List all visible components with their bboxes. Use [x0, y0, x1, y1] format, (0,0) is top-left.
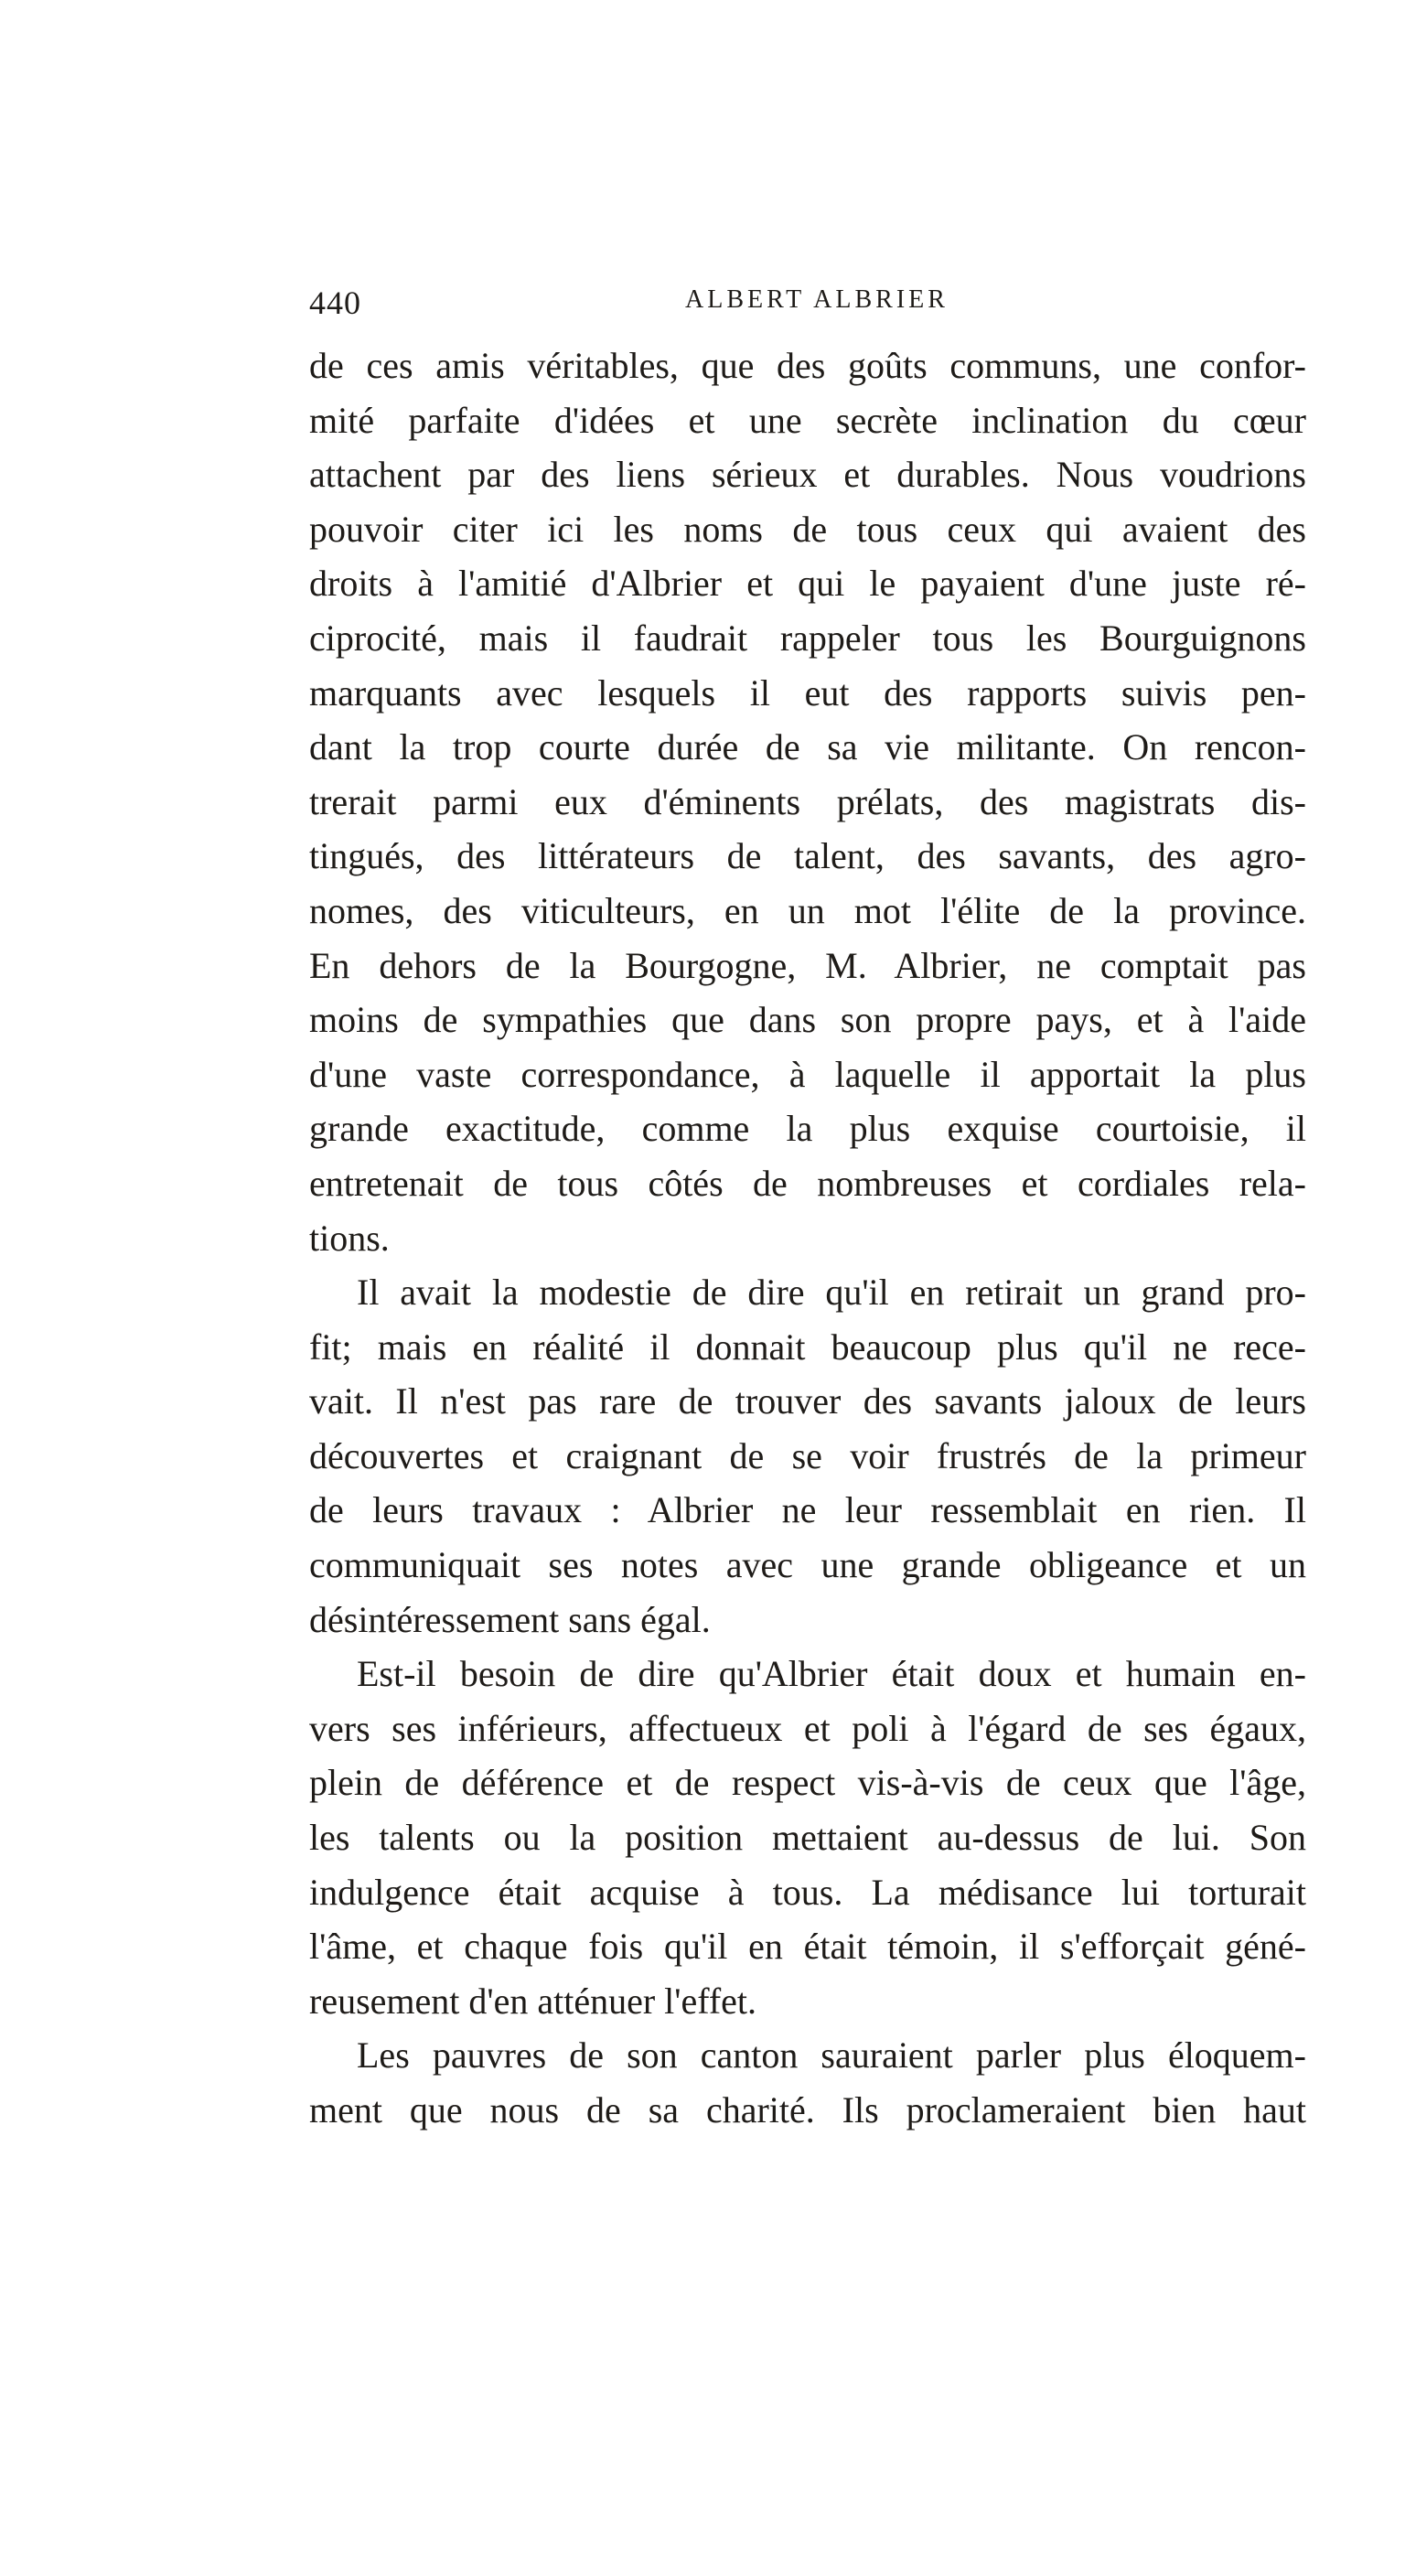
text-line: Les pauvres de son canton sauraient parler plus éloquem- — [357, 2034, 1306, 2077]
text-line: d'une vaste correspondance, à laquelle il apportait la plus — [309, 1053, 1306, 1095]
text-line: Est-il besoin de dire qu'Albrier était doux et humain en- — [357, 1653, 1306, 1695]
text-line: ciprocité, mais il faudrait rappeler tous les Bourguignons — [309, 617, 1306, 659]
text-line: désintéressement sans égal. — [309, 1598, 711, 1640]
text-line: de leurs travaux : Albrier ne leur ressemblait en rien. Il — [309, 1489, 1306, 1531]
text-line: mité parfaite d'idées et une secrète inclination du cœur — [309, 399, 1306, 441]
paragraph-3 — [309, 1647, 1306, 2028]
text-line: grande exactitude, comme la plus exquise courtoisie, il — [309, 1108, 1306, 1150]
body-text — [309, 338, 1306, 2138]
text-line: communiquait ses notes avec une grande obligeance et un — [309, 1544, 1306, 1586]
page-number: 440 — [309, 284, 361, 321]
text-line: vait. Il n'est pas rare de trouver des savants jaloux de leurs — [309, 1380, 1306, 1422]
text-line: plein de déférence et de respect vis-à-vis de ceux que l'âge, — [309, 1762, 1306, 1804]
text-line: trerait parmi eux d'éminents prélats, des magistrats dis- — [309, 780, 1306, 822]
paragraph-4 — [309, 2028, 1306, 2137]
text-line: Il avait la modestie de dire qu'il en retirait un grand pro- — [357, 1272, 1306, 1314]
running-title: ALBERT ALBRIER — [685, 285, 949, 314]
text-line: de ces amis véritables, que des goûts communs, une confor- — [309, 345, 1306, 386]
text-line: entretenait de tous côtés de nombreuses et cordiales rela- — [309, 1162, 1306, 1204]
text-line: ment que nous de sa charité. Ils proclameraient bien haut — [309, 2089, 1306, 2131]
text-line: dant la trop courte durée de sa vie militante. On rencon- — [309, 726, 1306, 768]
text-line: tingués, des littérateurs de talent, des savants, des agro- — [309, 835, 1306, 877]
text-line: reusement d'en atténuer l'effet. — [309, 1980, 757, 2022]
running-head — [309, 284, 1306, 329]
text-line: fit; mais en réalité il donnait beaucoup plus qu'il ne rece- — [309, 1326, 1306, 1368]
text-line: droits à l'amitié d'Albrier et qui le payaient d'une juste ré- — [309, 563, 1306, 605]
text-line: nomes, des viticulteurs, en un mot l'élite de la province. — [309, 889, 1306, 931]
text-line: vers ses inférieurs, affectueux et poli à l'égard de ses égaux, — [309, 1707, 1306, 1749]
text-line: les talents ou la position mettaient au-dessus de lui. Son — [309, 1817, 1306, 1859]
text-line: attachent par des liens sérieux et durables. Nous voudrions — [309, 454, 1306, 496]
text-line: pouvoir citer ici les noms de tous ceux qui avaient des — [309, 508, 1306, 550]
text-line: En dehors de la Bourgogne, M. Albrier, ne comptait pas — [309, 944, 1306, 986]
text-line: tions. — [309, 1217, 390, 1259]
text-line: indulgence était acquise à tous. La médisance lui torturait — [309, 1871, 1306, 1913]
paragraph-1 — [309, 338, 1306, 1265]
paragraph-2 — [309, 1265, 1306, 1647]
text-line: découvertes et craignant de se voir frustrés de la primeur — [309, 1434, 1306, 1476]
text-line: marquants avec lesquels il eut des rapports suivis pen- — [309, 671, 1306, 714]
text-line: moins de sympathies que dans son propre pays, et à l'aide — [309, 999, 1306, 1041]
text-line: l'âme, et chaque fois qu'il en était témoin, il s'efforçait géné- — [309, 1926, 1306, 1968]
